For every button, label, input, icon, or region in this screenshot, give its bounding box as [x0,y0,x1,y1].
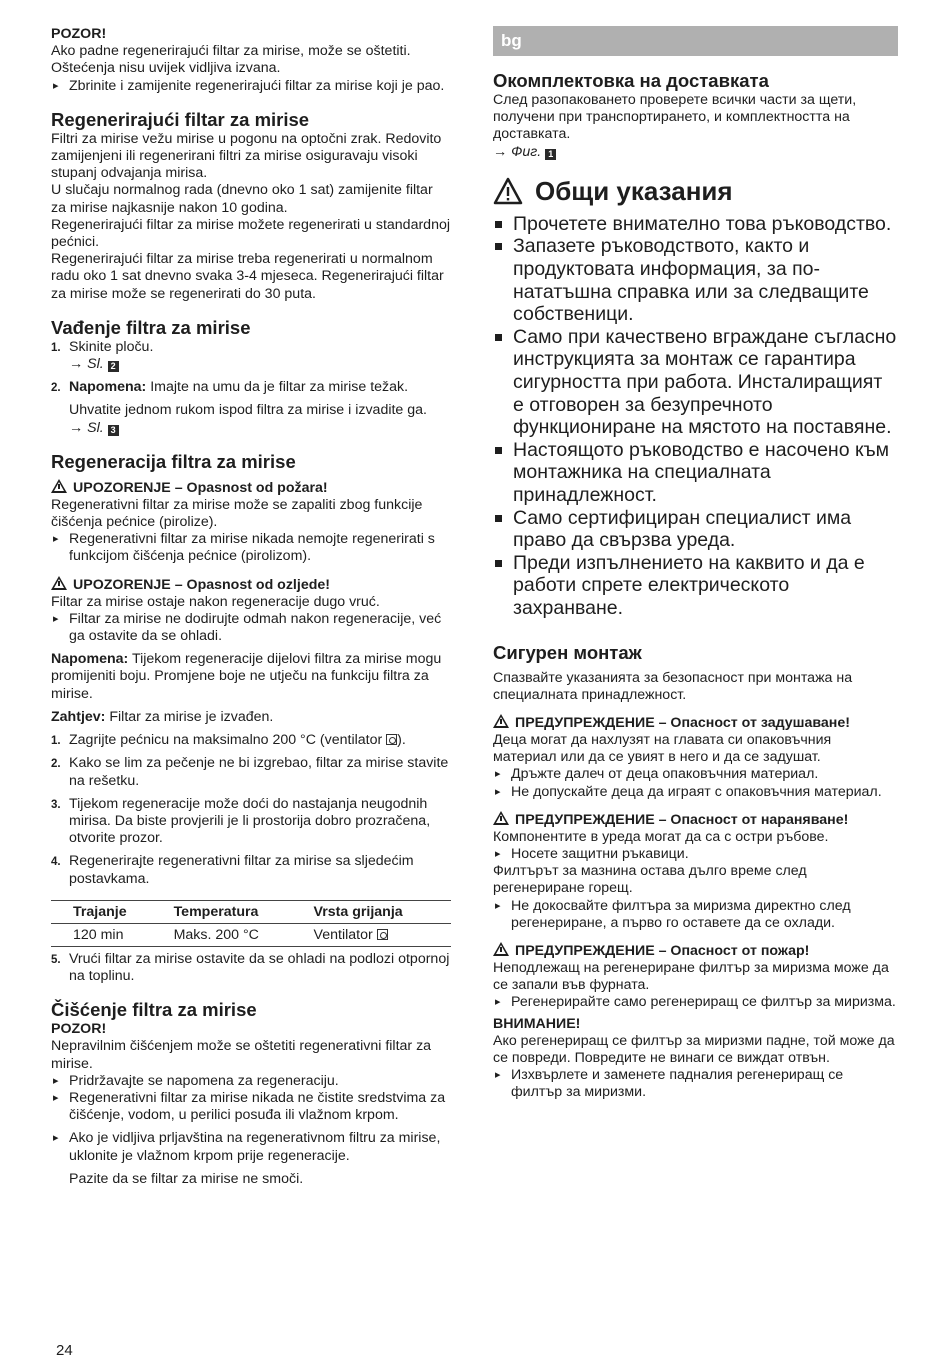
list-item: Само сертифициран специалист има право да свързва уреда. [493,507,898,552]
table-header: Vrsta grijanja [306,900,451,923]
safe-heading: Сигурен монтаж [493,641,642,663]
figure-number-badge: 1 [545,149,556,160]
cleaning-bullet: ▸ Pridržavajte se napomena za regeneraciju. [51,1073,451,1090]
language-tab: bg [493,26,898,56]
pozor-text: Ako padne regenerirajući filtar za mirise, može se oštetiti. Oštećenja nisu uvijek vidljiva izvana. [51,43,411,77]
list-item: Само при качествено вграждане съгласно инструкцията за монтаж се гарантира сигурността при работа. Инсталиращият е отговорен за безупречното функциониране на мястото на поставяне. [493,326,898,439]
warning-triangle-icon [493,177,523,205]
table-row [51,923,451,946]
warning-text: Regenerativni filtar za mirise može se zapaliti zbog funkcije čišćenja pećnice (pirolize). [51,496,423,531]
requirement-text: Filtar za mirise je izvađen. [109,708,274,725]
warning-bullet: ▸ Не допускайте деца да играят с опаковъчния материал. [493,784,898,801]
table-header: Trajanje [51,900,166,923]
regeneration-note [51,651,451,703]
note-label: Napomena: [69,379,147,396]
warning-title: UPOZORENJE – Opasnost od požara! [73,479,328,496]
filter-p3: Regenerirajući filtar za mirise možete regenerirati u standardnoj pećnici. [51,216,451,251]
requirement [51,709,451,726]
settings-table [51,900,451,947]
step-text: Regenerirajte regenerativni filtar za mirise sa sljedećim postavkama. [69,853,414,887]
warning-triangle-icon [493,714,509,728]
figure-ref [51,356,451,373]
regen-step-4 [51,853,451,887]
ref-text: → Фиг. [493,143,542,160]
attention-title: ВНИМАНИЕ! [493,1015,581,1032]
figure-ref [51,420,451,437]
warning-text: Filtar za mirise ostaje nakon regeneracije dugo vruć. [51,593,380,610]
step-number: 2. [51,758,61,771]
ref-text: → Sl. [69,356,104,373]
list-item: Запазете ръководството, както и продуктовата информация, за по-нататъшна справка или за следващите собственици. [493,235,898,325]
cleaning-bullet: ▸ Ako je vidljiva prljavština na regenerativnom filtru za mirise, uklonite je vlažnom krpom prije regeneracije. [51,1130,451,1164]
regeneration-heading: Regeneracija filtra za mirise [51,450,296,472]
cleaning-text: Nepravilnim čišćenjem može se oštetiti regenerativni filtar za mirise. [51,1038,432,1072]
step-number: 1. [51,341,61,354]
table-header: Temperatura [166,900,306,923]
removal-step-2-extra: Uhvatite jednom rukom ispod filtra za mirise i izvadite ga. [69,402,427,419]
cleaning-bullet: ▸ Regenerativni filtar za mirise nikada ne čistite sredstvima za čišćenje, vodom, u perilici posuđa ili vlažnom krpom. [51,1090,451,1124]
removal-step-1 [51,339,451,356]
table-cell [306,923,451,946]
removal-step-2 [51,379,451,396]
general-list [493,213,898,620]
warning-triangle-icon [51,479,67,493]
regen-step-2 [51,755,451,789]
table-header-row [51,900,451,923]
delivery-text: След разопаковането проверете всички части за щети, получени при транспортирането, и комплектността на доставката. [493,92,857,143]
pozor-title: POZOR! [51,26,107,42]
step-text: Kako se lim za pečenje ne bi izgrebao, filtar za mirise stavite na rešetku. [69,755,449,789]
regen-step-3 [51,796,451,848]
figure-number-badge: 2 [108,361,119,372]
warning-title: ПРЕДУПРЕЖДЕНИЕ – Опасност от пожар! [515,942,810,959]
step-text: Tijekom regeneracije može doći do nastajanja neugodnih mirisa. Da biste provjerili je li prostorija dobro prozračena, otvorite prozor. [69,795,431,847]
warning-fire [493,942,898,960]
warning-triangle-icon [51,576,67,590]
warning-title: UPOZORENJE – Opasnost od ozljede! [73,576,330,593]
list-item: Преди изпълнението на каквито и да е работи спрете електрическото захранване. [493,552,898,620]
step-tail: ). [397,732,406,749]
note-label: Napomena: [51,651,129,668]
figure-ref [493,144,898,161]
warning-bullet: ▸ Не докосвайте филтъра за миризма директно след регенериране, а първо го оставете да се охлади. [493,898,898,932]
cleaning-pozor: POZOR! [51,1021,107,1038]
general-heading-row [493,175,898,207]
safe-intro: Спазвайте указанията за безопасност при монтажа на специалната принадлежност. [493,669,853,703]
pozor-bullet: ▸ Zbrinite i zamijenite regenerirajući filtar za mirise koji je pao. [51,78,451,95]
list-item: Прочетете внимателно това ръководство. [493,213,898,236]
warning-text: Компонентите в уреда могат да са с остри ръбове. [493,828,829,845]
warning-text: Филтърът за мазнина остава дълго време след регенериране горещ. [493,863,807,897]
attention-text: Ако регенериращ се филтър за миризми падне, той може да се повреди. Повредите не винаги се виждат отвън. [493,1032,895,1066]
warning-bullet: ▸ Filtar za mirise ne dodirujte odmah nakon regeneracije, već ga ostavite da se ohladi. [51,611,451,645]
attention-bullet: ▸ Изхвърлете и заменете падналия регенериращ се филтър за миризми. [493,1067,898,1101]
table-cell: Maks. 200 °C [166,923,306,946]
warning-injury [51,576,451,594]
fan-mode-icon [377,929,388,940]
fan-mode-icon [386,734,397,745]
step-number: 2. [51,382,61,395]
warning-bullet: ▸ Дръжте далеч от деца опаковъчния материал. [493,766,898,783]
warning-injury [493,811,898,829]
warning-fire [51,479,451,497]
regen-step-5 [51,951,451,985]
warning-bullet: ▸ Регенерирайте само регенериращ се филтър за миризма. [493,994,898,1011]
removal-heading: Vađenje filtra za mirise [51,316,251,338]
warning-text: Неподлежащ на регенериране филтър за миризма може да се запали във фурната. [493,959,889,994]
cleaning-heading: Čišćenje filtra za mirise [51,999,257,1021]
right-column [493,26,898,1102]
warning-title: ПРЕДУПРЕЖДЕНИЕ – Опасност от нараняване! [515,811,849,828]
delivery-heading: Окомплектовка на доставката [493,70,769,91]
step-text: Imajte na umu da je filtar za mirise težak. [150,379,409,396]
warning-bullet: ▸ Носете защитни ръкавици. [493,846,898,863]
note-text: Tijekom regeneracije dijelovi filtra za mirise mogu promijeniti boju. Promjene boje ne utječu na funkciju filtra za mirise. [51,651,442,702]
step-number: 1. [51,735,61,748]
cleaning-extra: Pazite da se filtar za mirise ne smoči. [69,1170,304,1187]
ref-text: → Sl. [69,419,104,436]
filter-p1: Filtri za mirise vežu mirise u pogonu na optočni zrak. Redovito zamijenjeni ili regenerirani filtri za mirise osiguravaju visoki stupanj odvajanja mirisa. [51,130,442,182]
filter-p4: Regenerirajući filtar za mirise treba regenerirati u normalnom radu oko 1 sat dnevno svaka 3-4 mjeseca. Regenerirajući filtar za mirise može se regenerirati do 30 puta. [51,251,444,302]
left-column [51,26,451,1188]
warning-title: ПРЕДУПРЕЖДЕНИЕ – Опасност от задушаване! [515,714,850,731]
page-number: 24 [56,1342,73,1359]
warning-triangle-icon [493,942,509,956]
filter-p2: U slučaju normalnog rada (dnevno oko 1 sat) zamijenite filtar za mirise najkasnije nakon 10 godina. [51,182,433,216]
warning-bullet: ▸ Regenerativni filtar za mirise nikada nemojte regenerirati s funkcijom čišćenja pećnice (pirolizom). [51,531,451,565]
warning-suffocation [493,714,898,732]
table-cell: 120 min [51,923,166,946]
list-item: Настоящото ръководство е насочено към монтажника на специалната принадлежност. [493,439,898,507]
regen-step-1 [51,732,451,749]
step-text: Skinite ploču. [69,338,154,355]
step-number: 3. [51,798,61,811]
general-heading: Общи указания [535,175,733,206]
requirement-label: Zahtjev: [51,708,106,725]
step-number: 5. [51,953,61,966]
warning-triangle-icon [493,811,509,825]
step-text: Vrući filtar za mirise ostavite da se ohladi na podlozi otpornoj na toplinu. [69,950,450,984]
filter-heading: Regenerirajući filtar za mirise [51,108,310,130]
step-text: Zagrijte pećnicu na maksimalno 200 °C (ventilator [69,732,383,749]
cell-text: Ventilator [313,926,373,943]
figure-number-badge: 3 [108,425,119,436]
warning-text: Деца могат да нахлузят на главата си опаковъчния материал или да се увият в него и да се задушат. [493,731,832,766]
step-number: 4. [51,856,61,869]
